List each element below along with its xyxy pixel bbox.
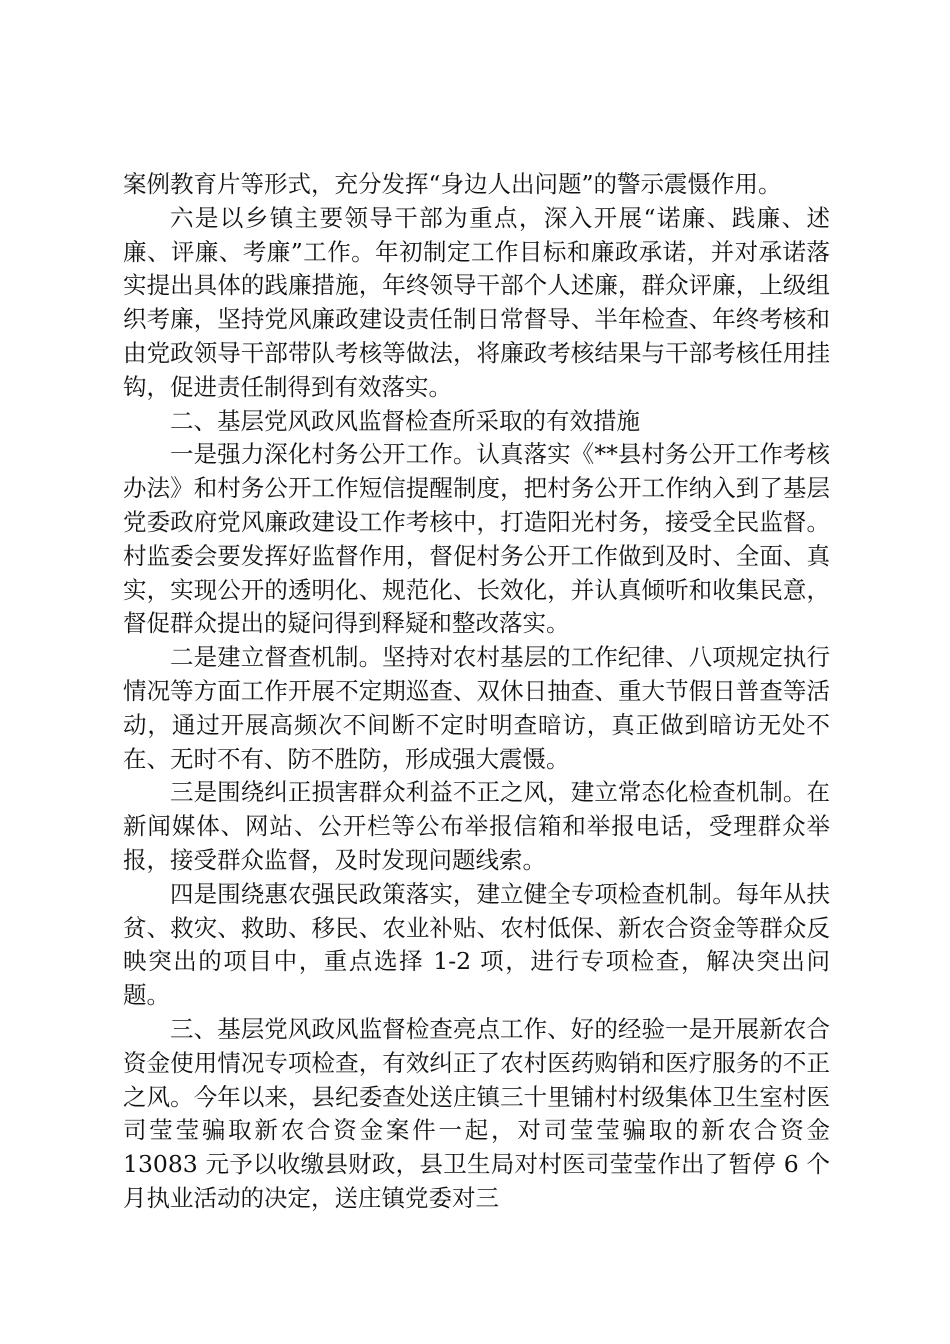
paragraph-3: 一是强力深化村务公开工作。认真落实《**县村务公开工作考核办法》和村务公开工作短信提醒制度，把村务公开工作纳入到了基层党委政府党风廉政建设工作考核中，打造阳光村务，接受全民监督。村监委会要发挥好监督作用，督促村务公开工作做到及时、全面、真实，实现公开的透明化、规范化、长效化，并认真倾听和收集民意，督促群众提出的疑问得到释疑和整改落实。 — [123, 440, 830, 638]
paragraph-2: 六是以乡镇主要领导干部为重点，深入开展“诺廉、践廉、述廉、评廉、考廉”工作。年初制定工作目标和廉政承诺，并对承诺落实提出具体的践廉措施，年终领导干部个人述廉，群众评廉，上级组织考廉，坚持党风廉政建设责任制日常督导、半年检查、年终考核和由党政领导干部带队考核等做法，将廉政考核结果与干部考核任用挂钩，促进责任制得到有效落实。 — [123, 203, 830, 401]
paragraph-1: 案例教育片等形式，充分发挥“身边人出问题”的警示震慑作用。 — [123, 170, 782, 198]
section-heading-2: 二、基层党风政风监督检查所采取的有效措施 — [170, 406, 640, 435]
paragraph-4: 二是建立督查机制。坚持对农村基层的工作纪律、八项规定执行情况等方面工作开展不定期巡查、双休日抽查、重大节假日普查等活动，通过开展高频次不间断不定时明查暗访，真正做到暗访无处不在、无时不有、防不胜防，形成强大震慑。 — [123, 643, 830, 773]
paragraph-7: 三、基层党风政风监督检查亮点工作、好的经验一是开展新农合资金使用情况专项检查，有效纠正了农村医药购销和医疗服务的不正之风。今年以来，县纪委查处送庄镇三十里铺村村级集体卫生室村医司莹莹骗取新农合资金案件一起，对司莹莹骗取的新农合资金 13083 元予以收缴县财政，县卫生局对村医司莹莹作出了暂停 6 个月执业活动的决定，送庄镇党委对三 — [123, 1014, 830, 1212]
paragraph-5: 三是围绕纠正损害群众利益不正之风，建立常态化检查机制。在新闻媒体、网站、公开栏等公布举报信箱和举报电话，受理群众举报，接受群众监督，及时发现问题线索。 — [123, 778, 830, 874]
document-page — [123, 168, 830, 1216]
paragraph-6: 四是围绕惠农强民政策落实，建立健全专项检查机制。每年从扶贫、救灾、救助、移民、农业补贴、农村低保、新农合资金等群众反映突出的项目中，重点选择 1-2 项，进行专项检查，解决突出问题。 — [123, 879, 830, 1010]
